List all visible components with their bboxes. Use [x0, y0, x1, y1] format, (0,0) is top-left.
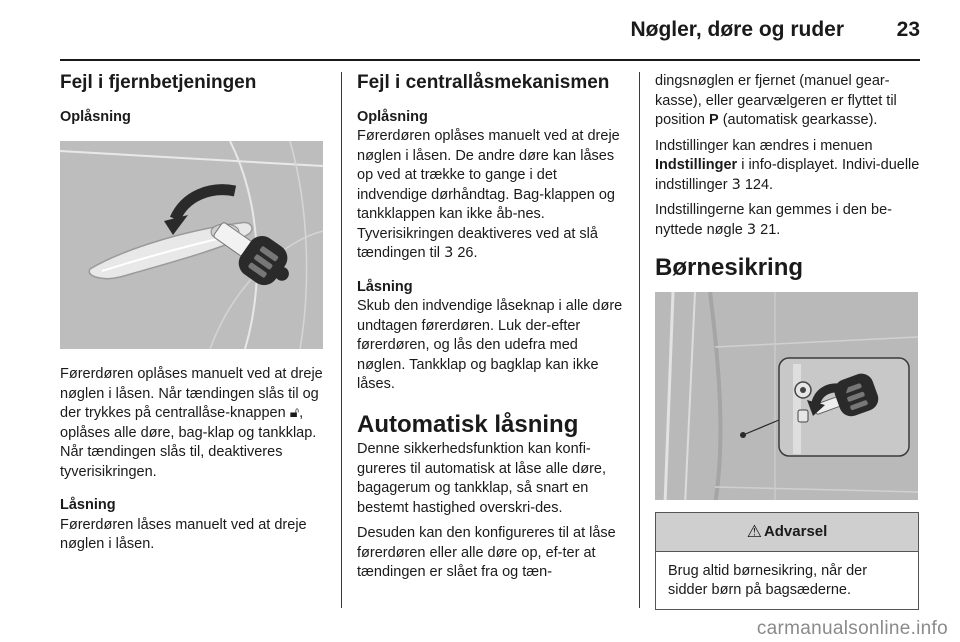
- paragraph-text: Indstillingerne kan gemmes i den be-nyttede nøgle: [655, 202, 892, 238]
- header-rule: [60, 59, 920, 61]
- warning-header: [656, 513, 918, 552]
- section-heading: Fejl i fjernbetjeningen: [60, 72, 257, 93]
- column-1: [60, 72, 326, 569]
- paragraph-text: Førerdøren låses manuelt ved at dreje nøglen i låsen.: [60, 516, 307, 553]
- warning-icon: ⚠: [746, 521, 762, 541]
- page-ref-symbol: 3: [444, 245, 454, 262]
- bold-term: P: [709, 112, 719, 128]
- page-ref-symbol: 3: [746, 221, 757, 238]
- warning-title: Advarsel: [763, 523, 828, 541]
- paragraph-text: Førerdøren oplåses manuelt ved at dreje nøglen i låsen. Når tændingen slås til og der trykkes på centrallåse-knappen: [60, 366, 323, 422]
- page-ref-symbol: 3: [731, 176, 741, 193]
- page-header: [0, 0, 960, 60]
- page-title: Nøgler, døre og ruder: [630, 18, 844, 41]
- section-heading-large: Automatisk låsning: [357, 410, 579, 438]
- page-ref: 21.: [760, 221, 781, 238]
- column-2: [357, 72, 623, 597]
- paragraph-text: dingsnøglen er fjernet (manuel gear-kasse), eller gearvælgeren er flyttet til position: [655, 73, 897, 128]
- page-ref: 124.: [744, 176, 774, 193]
- subheading-locking: Låsning: [357, 278, 413, 295]
- child-lock-illustration: [655, 292, 918, 500]
- column-divider: [341, 72, 342, 608]
- paragraph-text: Denne sikkerhedsfunktion kan konfi-gureres til automatisk at låse alle døre, bagagerum og tankklap, så snart en bestemt hastighed overskri-des.: [357, 441, 607, 516]
- paragraph-text: Indstillinger kan ændres i menuen: [655, 137, 873, 154]
- section-heading: Fejl i centrallåsmekanismen: [357, 72, 610, 93]
- door-handle-key-illustration: [60, 141, 323, 349]
- section-heading-large: Børnesikring: [655, 254, 804, 281]
- door-handle-key-image: [60, 141, 323, 349]
- unlock-icon: 🔓︎: [289, 405, 300, 422]
- paragraph-text: i info-displayet. Indivi-duelle indstillinger: [655, 157, 920, 193]
- subheading-unlocking: Oplåsning: [357, 108, 428, 125]
- paragraph-text: Førerdøren oplåses manuelt ved at dreje nøglen i låsen. De andre døre kan låses op ved at trække to gange i det indvendige dørhåndtag. Bag-klappen og tankklappen kan ikke åb-nes. Tyverisikringen deaktiveres ved at slå tændingen til: [357, 128, 620, 262]
- watermark-text: carmanualsonline.info: [756, 618, 948, 639]
- paragraph-text: Skub den indvendige låseknap i alle døre undtagen førerdøren. Luk der-efter førerdøren, og lås den udefra med nøglen. Tankklap og bagklap kan ikke låses.: [357, 298, 623, 393]
- warning-body: Brug altid børnesikring, når der sidder børn på bagsæderne.: [668, 562, 868, 599]
- paragraph-text: Desuden kan den konfigureres til at låse førerdøren eller alle døre op, ef-ter at tændingen er slået fra og tæn-: [357, 525, 616, 581]
- subheading-unlocking: Oplåsning: [60, 108, 131, 125]
- column-3: [655, 72, 921, 610]
- column-divider: [639, 72, 640, 608]
- page-number: 23: [896, 18, 920, 41]
- paragraph-text: , oplåses alle døre, bag-klap og tankklap. Når tændingen slås til, deaktiveres tyverisikringen.: [60, 405, 317, 480]
- page-ref: 26.: [457, 245, 478, 262]
- bold-term: Indstillinger: [655, 157, 738, 173]
- child-lock-image: [655, 292, 918, 500]
- subheading-locking: Låsning: [60, 497, 116, 514]
- paragraph-text: (automatisk gearkasse).: [722, 112, 878, 128]
- warning-box: [655, 512, 919, 610]
